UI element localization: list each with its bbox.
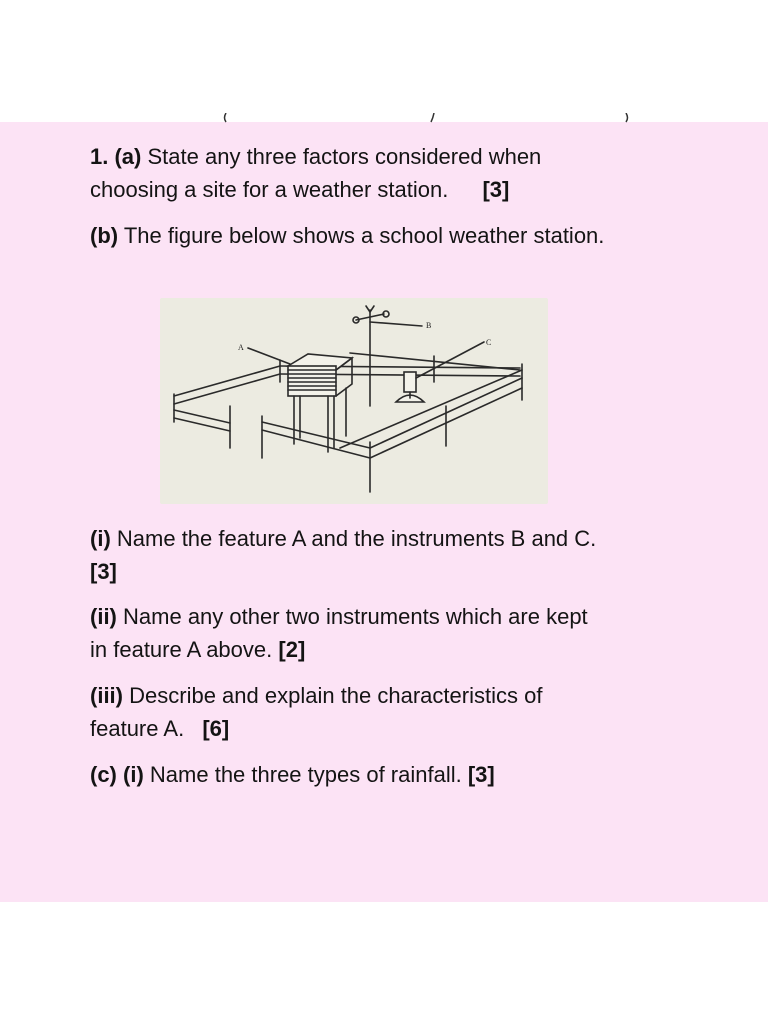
part-label-bi: (i) (90, 526, 111, 551)
question-1a-text-line1: State any three factors considered when (147, 144, 542, 169)
part-label-bii: (ii) (90, 604, 117, 629)
cropped-text-fragment (0, 113, 768, 123)
part-label-a: (a) (114, 144, 142, 169)
question-bii-line2 (90, 633, 730, 666)
question-1a-line2 (90, 173, 730, 206)
question-biii-text-line2: feature A. (90, 716, 185, 741)
weather-station-drawing (160, 298, 548, 504)
part-label-biii: (iii) (90, 683, 123, 708)
weather-station-figure (160, 298, 548, 504)
question-1b-line (90, 219, 730, 252)
question-number: 1. (90, 144, 109, 169)
part-label-c: (c) (90, 762, 117, 787)
question-biii-text-line1: Describe and explain the characteristics of (129, 683, 543, 708)
figure-label-c: C (486, 338, 492, 347)
figure-label-b: B (426, 321, 432, 330)
part-label-ci: (i) (123, 762, 144, 787)
question-1a-line1 (90, 140, 730, 173)
question-bi-line1 (90, 522, 730, 555)
question-ci-text: Name the three types of rainfall. (149, 762, 462, 787)
question-ci-line (90, 758, 730, 791)
question-1b-text: The figure below shows a school weather station. (123, 223, 605, 248)
question-bii-line1 (90, 600, 730, 633)
question-bi-text: Name the feature A and the instruments B and C. (116, 526, 597, 551)
question-1a-text-line2: choosing a site for a weather station. (90, 177, 449, 202)
question-biii-line1 (90, 679, 730, 712)
question-biii-line2 (90, 712, 730, 745)
part-label-b: (b) (90, 223, 119, 248)
marks-bii: [2] (278, 637, 306, 662)
question-bii-text-line1: Name any other two instruments which are kept (123, 604, 588, 629)
marks-ci: [3] (467, 762, 495, 787)
marks-1a: [3] (482, 177, 510, 202)
question-bi-line2 (90, 555, 730, 588)
question-bii-text-line2: in feature A above. (90, 637, 273, 662)
marks-bi: [3] (90, 559, 117, 584)
figure-label-a: A (238, 343, 244, 352)
marks-biii: [6] (202, 716, 230, 741)
